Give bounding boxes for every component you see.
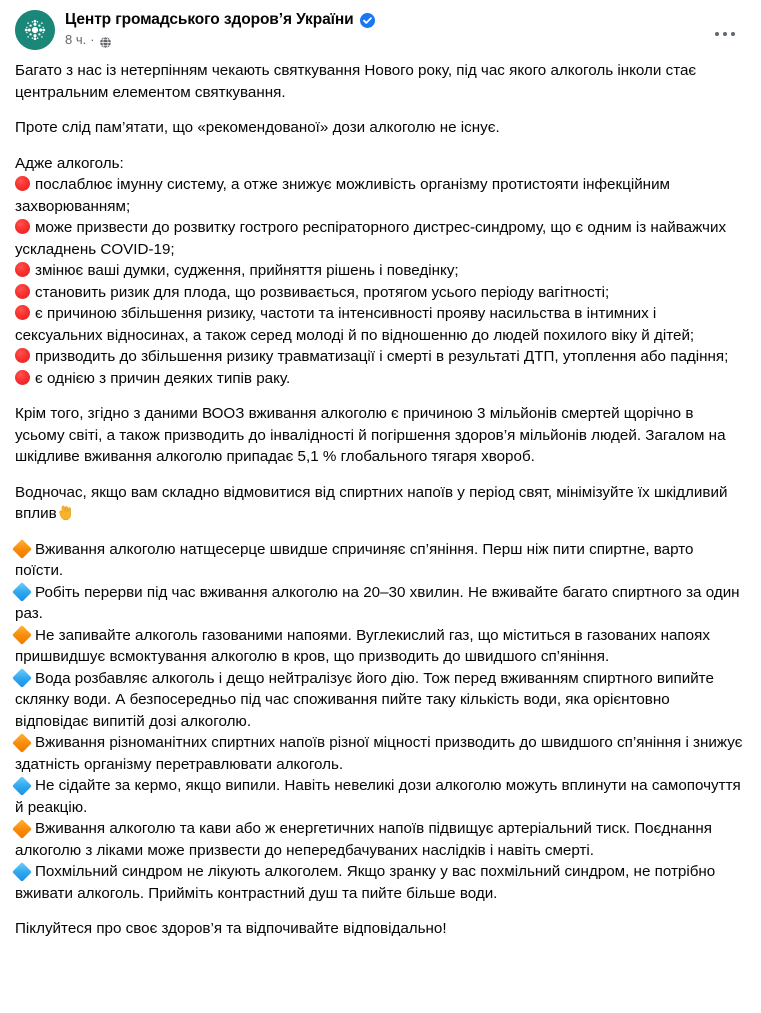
- red-circle-icon: [15, 305, 30, 320]
- post-timestamp[interactable]: 8 ч.: [65, 32, 87, 47]
- page-name[interactable]: Центр громадського здоров’я України: [65, 11, 354, 28]
- red-circle-icon: [15, 284, 30, 299]
- list-item-text: Вживання різноманітних спиртних напоїв різної міцності призводить до швидшого сп’яніння і знижує здатність організму перетравлювати алкоголь.: [15, 734, 743, 773]
- ellipsis-dot-icon: [723, 32, 727, 36]
- blue-diamond-icon: [15, 778, 29, 792]
- red-circle-icon: [15, 348, 30, 363]
- list-item: [15, 260, 745, 282]
- post-meta: [65, 32, 375, 48]
- list-item-text: може призвести до розвитку гострого респіраторного дистрес-синдрому, що є одним із найважчих ускладнень COVID-19;: [15, 219, 727, 258]
- list-item: [15, 861, 745, 904]
- list-item: [15, 625, 745, 668]
- blue-diamond-icon: [15, 670, 29, 684]
- more-options-button[interactable]: [707, 16, 743, 52]
- list-item: [15, 775, 745, 818]
- meta-separator: ·: [90, 32, 95, 47]
- intro-paragraph: Багато з нас із нетерпінням чекають святкування Нового року, під час якого алкоголь інколи стає центральним елементом святкування.: [15, 62, 697, 101]
- list-item-text: Не запивайте алкоголь газованими напоями. Вуглекислий газ, що міститься в газованих напоях пришвидшує всмоктування алкоголю в кров, що призводить до швидшого сп’яніння.: [15, 626, 710, 665]
- list-item: [15, 303, 745, 346]
- list-item: [15, 368, 745, 390]
- list-item: [15, 668, 745, 733]
- red-circle-icon: [15, 176, 30, 191]
- ellipsis-dot-icon: [715, 32, 719, 36]
- list-item-text: послаблює імунну систему, а отже знижує можливість організму протистояти інфекційним захворюванням;: [15, 176, 670, 215]
- list-item-text: Робіть перерви під час вживання алкоголю на 20–30 хвилин. Не вживайте багато спиртного за один раз.: [15, 583, 740, 622]
- avatar[interactable]: [15, 10, 55, 50]
- author-row: [65, 10, 375, 29]
- ellipsis-dot-icon: [731, 32, 735, 36]
- list-item-text: становить ризик для плода, що розвивається, протягом усього періоду вагітності;: [35, 283, 610, 301]
- list-item: [15, 732, 745, 775]
- list-item-text: Вживання алкоголю та кави або ж енергетичних напоїв підвищує артеріальний тиск. Поєднання алкоголю з ліками може призвести до непередбачуваних наслідків і навіть смерті.: [15, 820, 713, 859]
- advice-lead-paragraph: [15, 482, 745, 525]
- list-item-text: є причиною збільшення ризику, частоти та інтенсивності прояву насильства в інтимних і сексуальних відносинах, а також серед молоді й по відношенню до людей похилого віку й дітей;: [15, 305, 695, 344]
- list-item: [15, 818, 745, 861]
- red-circle-icon: [15, 219, 30, 234]
- list-item: [15, 282, 745, 304]
- post-header-text: [65, 10, 375, 48]
- list-lead-in: Адже алкоголь:: [15, 154, 124, 172]
- orange-diamond-icon: [15, 735, 29, 749]
- list-item-text: змінює ваші думки, судження, прийняття рішень і поведінку;: [35, 262, 459, 279]
- orange-diamond-icon: [15, 541, 29, 555]
- list-item: [15, 582, 745, 625]
- list-item-text: призводить до збільшення ризику травматизації і смерті в результаті ДТП, утоплення або падіння;: [35, 348, 729, 365]
- list-item-text: Похмільний синдром не лікують алкоголем. Якщо зранку у вас похмільний синдром, не потрібно вживати алкоголь. Прийміть контрастний душ та пийте більше води.: [15, 863, 716, 902]
- blue-diamond-icon: [15, 584, 29, 598]
- red-bullet-list: [15, 174, 745, 389]
- red-circle-icon: [15, 370, 30, 385]
- globe-icon[interactable]: [99, 36, 112, 49]
- red-circle-icon: [15, 262, 30, 277]
- point-down-hand-icon: [57, 505, 73, 521]
- post-content: [0, 56, 761, 950]
- tip-bullet-list: [15, 539, 745, 905]
- list-item-text: Вода розбавляє алкоголь і дещо нейтралізує його дію. Тож перед вживанням спиртного випийте склянку води. А безпосередньо під час споживання пийте таку кількість води, яка орієнтовно відповідає випитій дозі алкоголю.: [15, 669, 714, 730]
- list-item: [15, 346, 745, 368]
- verified-badge-icon: [360, 13, 375, 28]
- list-item-text: Не сідайте за кермо, якщо випили. Навіть невеликі дози алкоголю можуть вплинути на самопочуття й реакцію.: [15, 777, 741, 816]
- list-item-text: Вживання алкоголю натщесерце швидше спричиняє сп’яніння. Перш ніж пити спиртне, варто поїсти.: [15, 540, 694, 579]
- blue-diamond-icon: [15, 864, 29, 878]
- intro-paragraph: Проте слід пам’ятати, що «рекомендованої» дози алкоголю не існує.: [15, 119, 500, 136]
- list-item: [15, 174, 745, 217]
- list-item: [15, 217, 745, 260]
- orange-diamond-icon: [15, 821, 29, 835]
- list-item-text: є однією з причин деяких типів раку.: [35, 369, 291, 387]
- orange-diamond-icon: [15, 627, 29, 641]
- closing-paragraph: Піклуйтеся про своє здоров’я та відпочивайте відповідально!: [15, 920, 447, 937]
- advice-lead-text: Водночас, якщо вам складно відмовитися від спиртних напоїв у період свят, мінімізуйте їх шкідливий вплив: [15, 483, 728, 522]
- post-header: [0, 0, 761, 56]
- who-statistics-paragraph: Крім того, згідно з даними ВООЗ вживання алкоголю є причиною 3 мільйонів смертей щорічно в усьому світі, а також призводить до інвалідності й погіршення здоров’я мільйонів людей. Загалом на шкідливе вживання алкоголю припадає 5,1 % глобального тягаря хвороб.: [15, 405, 726, 465]
- list-item: [15, 539, 745, 582]
